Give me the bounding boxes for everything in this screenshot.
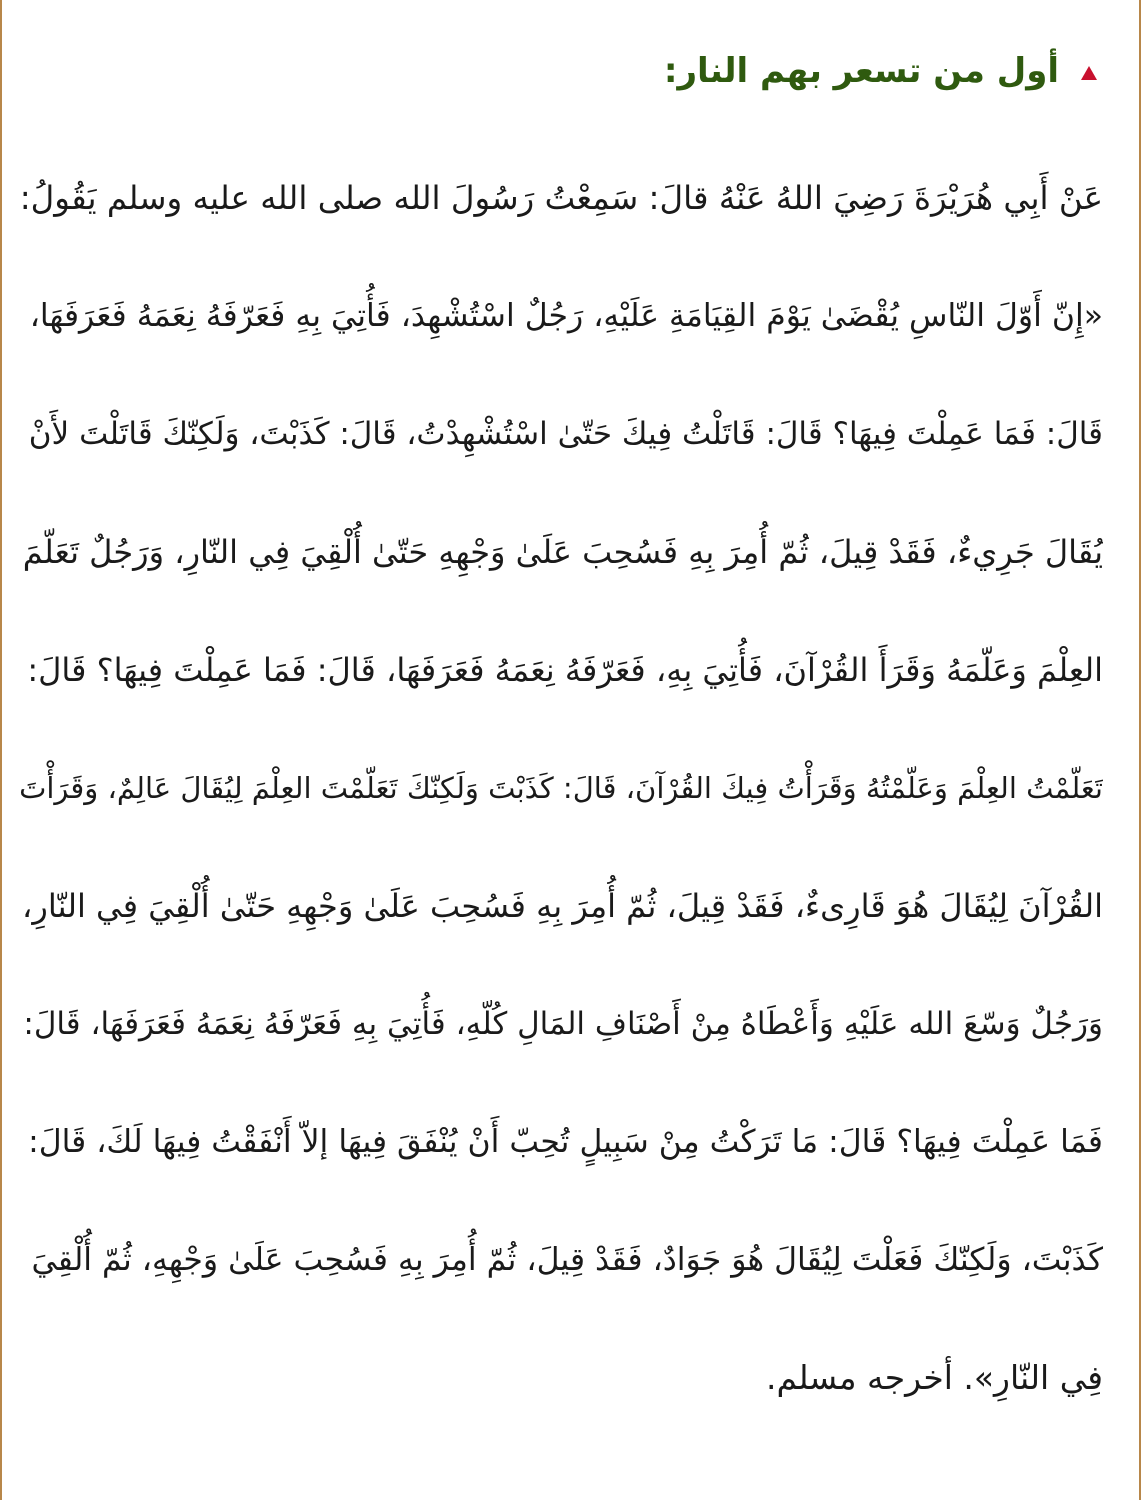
text-line: قَالَ: فَمَا عَمِلْتَ فِيهَا؟ قَالَ: قَاتَلْتُ فِيكَ حَتّىٰ اسْتُشْهِدْتُ، قَالَ: كَذَبْتَ، وَلَكِنّكَ قَاتَلْتَ لأَنْ [28, 416, 1103, 452]
heading-title: أول من تسعر بهم النار: [663, 51, 1059, 91]
section-heading [664, 46, 1097, 96]
text-line: العِلْمَ وَعَلّمَهُ وَقَرَأَ القُرْآنَ، فَأُتِيَ بِهِ، فَعَرّفَهُ نِعَمَهُ فَعَرَفَهَا، قَالَ: فَمَا عَمِلْتَ فِيهَا؟ قَالَ: [27, 651, 1103, 689]
text-line: فِي النّارِ». أخرجه مسلم. [766, 1358, 1103, 1397]
text-line: يُقَالَ جَرِيءٌ، فَقَدْ قِيلَ، ثُمّ أُمِرَ بِهِ فَسُحِبَ عَلَىٰ وَجْهِهِ حَتّىٰ أُلْقِيَ فِي النّارِ، وَرَجُلٌ تَعَلّمَ [22, 533, 1103, 571]
text-line: كَذَبْتَ، وَلَكِنّكَ فَعَلْتَ لِيُقَالَ هُوَ جَوَادٌ، فَقَدْ قِيلَ، ثُمّ أُمِرَ بِهِ فَسُحِبَ عَلَىٰ وَجْهِهِ، ثُمّ أُلْقِيَ [31, 1242, 1103, 1278]
text-line: وَرَجُلٌ وَسّعَ الله عَلَيْهِ وَأَعْطَاهُ مِنْ أَصْنَافِ المَالِ كُلّهِ، فَأُتِيَ بِهِ فَعَرّفَهُ نِعَمَهُ فَعَرَفَهَا، قَالَ: [23, 1006, 1103, 1042]
hadith-text [18, 150, 1103, 1448]
text-line: القُرْآنَ لِيُقَالَ هُوَ قَارِىءٌ، فَقَدْ قِيلَ، ثُمّ أُمِرَ بِهِ فَسُحِبَ عَلَىٰ وَجْهِهِ حَتّىٰ أُلْقِيَ فِي النّارِ، [22, 887, 1103, 925]
triangle-marker-icon [1081, 66, 1097, 80]
text-line: تَعَلّمْتُ العِلْمَ وَعَلّمْتُهُ وَقَرَأْتُ فِيكَ القُرْآنَ، قَالَ: كَذَبْتَ وَلَكِنّكَ تَعَلّمْتَ العِلْمَ لِيُقَالَ عَالِمٌ، وَقَرَأْتَ [19, 771, 1103, 805]
text-line: عَنْ أَبِي هُرَيْرَةَ رَضِيَ اللهُ عَنْهُ قالَ: سَمِعْتُ رَسُولَ الله صلى الله عليه وسلم يَقُولُ: [19, 179, 1103, 217]
text-line: «إِنّ أَوّلَ النّاسِ يُقْضَىٰ يَوْمَ القِيَامَةِ عَلَيْهِ، رَجُلٌ اسْتُشْهِدَ، فَأُتِيَ بِهِ فَعَرّفَهُ نِعَمَهُ فَعَرَفَهَا، [29, 298, 1103, 334]
text-line: فَمَا عَمِلْتَ فِيهَا؟ قَالَ: مَا تَرَكْتُ مِنْ سَبِيلٍ تُحِبّ أَنْ يُنْفَقَ فِيهَا إلاّ أَنْفَقْتُ فِيهَا لَكَ، قَالَ: [28, 1124, 1103, 1160]
